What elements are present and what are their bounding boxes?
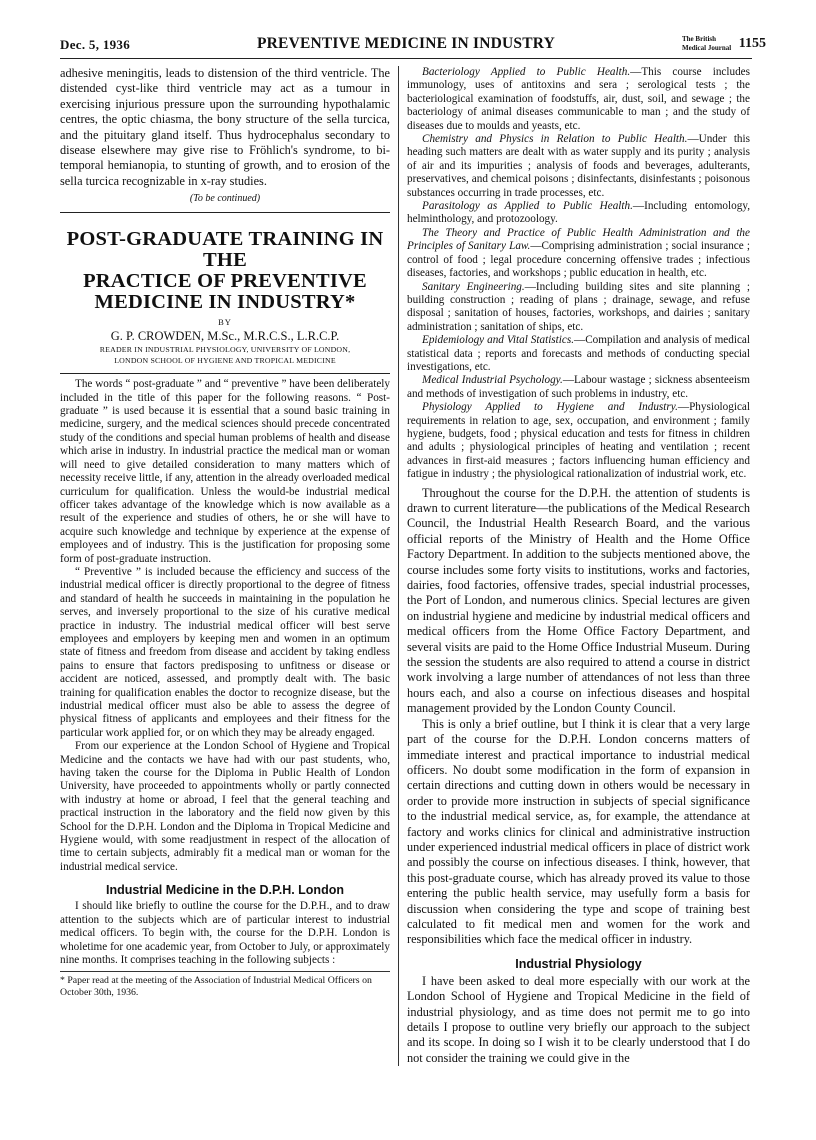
running-header bbox=[60, 34, 766, 59]
subject-text: —Physiological requirements in relation to age, sex, occupation, and environment ; family hygiene, budgets, food ; physical education and tests for fitness in children and adults ; physiological principles of heating and ventilation ; recent advances in first-aid measures ; factors influencing human efficiency and fatigue in industry ; the physiological rationalization of industrial work, etc. bbox=[407, 401, 750, 481]
running-title: PREVENTIVE MEDICINE IN INDUSTRY bbox=[256, 35, 556, 52]
subject-item bbox=[407, 334, 750, 374]
subjects-list bbox=[407, 66, 750, 482]
subject-title: Parasitology as Applied to Public Health. bbox=[422, 200, 633, 213]
subject-item bbox=[407, 374, 750, 401]
byline-separator bbox=[60, 373, 390, 374]
article-title-line1: POST-GRADUATE TRAINING IN THE bbox=[66, 228, 384, 272]
subject-text: —Including entomology, helminthology, and protozoology. bbox=[407, 200, 750, 226]
subject-title: The Theory and Practice of Public Health Administration and the Principles of Sanitary Law. bbox=[407, 226, 750, 253]
affiliation-line1: READER IN INDUSTRIAL PHYSIOLOGY, UNIVERSITY OF LONDON, bbox=[99, 345, 351, 355]
subject-text: —This course includes immunology, uses of antitoxins and sera ; serological tests ; the bacteriological examination of foodstuffs, air, dust, soil, and sewage ; the bacteriology of animal diseases communicable to man ; and the study of diseases due to moulds and yeasts, etc. bbox=[407, 66, 751, 132]
affiliation-line2: LONDON SCHOOL OF HYGIENE AND TROPICAL MEDICINE bbox=[114, 355, 336, 365]
page-number: 1155 bbox=[738, 36, 766, 51]
subject-item bbox=[407, 200, 750, 227]
body-paragraph: The words “ post-graduate ” and “ preventive ” have been deliberately included in the title of this paper for the following reasons. “ Post-graduate ” is used because it is essential that a sound basic training in medicine, surgery, and the medical sciences should precede concentrated study of the conditions and special human problems of health and disease which arise in industry. In industrial practice the medical man or woman will need to give detailed consideration to many matters which of necessity receive little, if any, attention in the already overloaded medical curriculum for qualification. Unless the would-be industrial medical officer takes advantage of the knowledge which is now available as a result of the experience and studies of others, he or she will have to acquire such knowledge and technique by experience at the expense of employees and of industry. This is the justification for proposing some form of post-graduate instruction. bbox=[60, 378, 390, 565]
body-paragraph: I have been asked to deal more especially with our work at the London School of Hygiene and Tropical Medicine in the field of industrial physiology, and as time does not permit me to go into details I propose to outline very briefly our approach to the subject and its scope. In doing so I wish it to be clearly understood that I do not consider the training we could give in the bbox=[407, 973, 750, 1065]
article-title-line3: MEDICINE IN INDUSTRY* bbox=[94, 291, 356, 314]
issue-date: Dec. 5, 1936 bbox=[60, 37, 131, 52]
footnote: * Paper read at the meeting of the Association of Industrial Medical Officers on October 30th, 1936. bbox=[60, 971, 390, 999]
subject-text: —Compilation and analysis of medical statistical data ; reports and forecasts and methods of conducting special investigations, etc. bbox=[407, 334, 750, 373]
subject-text: —Labour wastage ; sickness absenteeism and methods of investigation of such problems in industry, etc. bbox=[407, 374, 750, 400]
prev-article-text: adhesive meningitis, leads to distension of the third ventricle. The distended cyst-like third ventricle may act as a tumour in exercising injurious pressure upon the surrounding hypothalamic centres, the optic chiasma, the bony structure of the sella turcica, and the pituitary gland itself. Thus hydrocephalus secondary to disease elsewhere may give rise to Fröhlich's syndrome, to bi-temporal hemianopia, to stunting of growth, and to erosion of the sella turcica recognizable in x-ray studies. bbox=[60, 66, 390, 188]
journal-name-line1: The British bbox=[682, 35, 717, 43]
article-title bbox=[60, 229, 390, 313]
subject-item bbox=[407, 401, 750, 481]
subject-item bbox=[407, 227, 750, 281]
subject-title: Sanitary Engineering. bbox=[422, 280, 525, 293]
body-paragraph: I should like briefly to outline the course for the D.P.H., and to draw attention to the subjects which are of particular interest to industrial medical officers. To begin with, the course for the D.P.H. London is wholetime for one academic year, from October to July, or approximately nine months. It comprises teaching in the following subjects : bbox=[60, 900, 390, 966]
subject-title: Medical Industrial Psychology. bbox=[422, 374, 563, 387]
subject-title: Chemistry and Physics in Relation to Public Health. bbox=[422, 133, 688, 146]
journal-name-line2: Medical Journal bbox=[682, 43, 732, 52]
author-name: G. P. CROWDEN, M.Sc., M.R.C.S., L.R.C.P. bbox=[110, 329, 340, 344]
column-divider bbox=[398, 66, 399, 1066]
article-title-line2: PRACTICE OF PREVENTIVE bbox=[83, 270, 367, 293]
subject-title: Bacteriology Applied to Public Health. bbox=[422, 66, 631, 78]
right-column bbox=[407, 66, 750, 1100]
body-paragraph: Throughout the course for the D.P.H. the attention of students is drawn to current literature—the publications of the Medical Research Council, the Industrial Health Research Board, and the various official reports of the Ministry of Health and the Home Office Factory Department. In addition to the subjects mentioned above, the course includes some forty visits to institutions, works and factories, dairies, food factories, offensive trades, special industrial processes, the Port of London, and numerous clinics. Special lectures are given on industrial hygiene and medicine by industrial medical officers and medical officers from the Home Office Factory Department, and several visits are paid to the Home Office Industrial Museum. During the session the students are also required to attend a course in district work involving a large number of attendances of not less than three hours each, and also a course on infectious diseases and hospital management provided by the London County Council. bbox=[407, 485, 750, 716]
subject-text: —Under this heading such matters are dealt with as water supply and its purity ; analysis of air and its impurities ; analysis of foods and beverages, adulterants, preservatives, and chemical poisons ; disinfectants, disinfestants ; poisonous substances occurring in trade processes, etc. bbox=[407, 133, 750, 199]
body-paragraph: “ Preventive ” is included because the efficiency and success of the industrial medical officer is directly proportional to the degree of fitness and standard of health he succeeds in maintaining in the population he serves, and inversely proportional to the size of his curative medical practice in industry. The industrial medical officer will best serve employees and employers by keeping men and women in an optimum state of fitness and freedom from disease and accident by taking endless pains to ensure that factors predisposing to unfitness or disease or accident are noticed, assessed, and promptly dealt with. The basic training for qualification enables the doctor to recognize disease, but the industrial medical officer must also be able to assess the degree of physical fitness of applicants and employees and their fitness for the particular work applied for, or on which they may be already engaged. bbox=[60, 565, 390, 739]
author-affiliation bbox=[60, 345, 390, 366]
article-separator bbox=[60, 212, 390, 213]
subject-item bbox=[407, 281, 750, 335]
section-heading: Industrial Medicine in the D.P.H. London bbox=[106, 883, 344, 898]
subject-title: Physiology Applied to Hygiene and Industry. bbox=[422, 401, 678, 414]
section-heading: Industrial Physiology bbox=[515, 956, 642, 971]
body-paragraph: From our experience at the London School of Hygiene and Tropical Medicine and the contacts we have had with our past students, who, having taken the course for the Diploma in Public Health of London University, have proceeded to appointments wholly or partly connected with industry at home or abroad, I feel that the general teaching and practical instruction in the laboratory and the field now given by this School for the D.P.H. London and the Diploma in Tropical Medicine and Hygiene would, with some readjustment in respect of the allocation of time to certain subjects, admirably fit a medical man or woman for the industrial medical service. bbox=[60, 740, 390, 873]
subject-text: —Comprising administration ; social insurance ; control of food ; legal procedure concerning offensive trades ; infectious diseases, factories, and workshops ; public education in health, etc. bbox=[407, 240, 751, 280]
subject-item bbox=[407, 133, 750, 200]
left-column bbox=[60, 66, 390, 1100]
body-paragraph: This is only a brief outline, but I think it is clear that a very large part of the course for the D.P.H. London concerns matters of immediate interest and practical importance to industrial medical officers. No doubt some modification in the form of expansion in certain directions and cutting down in others would be necessary in order to provide more instruction in subjects of special significance to the industrial medical service, as, for example, the attendance at factory and works clinics for clinical and administrative instruction under experienced industrial medical officers in place of district work and possibly the course on infectious diseases. I think, however, that this post-graduate course, which has already proved its value to those entering the public health service, may usefully form a basis for discussion when considering the type and scope of training best calculated to fit medical men and women for the work and responsibilities which face the medical officer in industry. bbox=[407, 716, 750, 947]
subject-item bbox=[407, 66, 750, 133]
byline-by: BY bbox=[218, 317, 232, 328]
subject-title: Epidemiology and Vital Statistics. bbox=[422, 334, 574, 347]
continued-note: (To be continued) bbox=[189, 193, 261, 205]
subject-text: —Including building sites and site planning ; building construction ; reading of plans ; drainage, sewage, and refuse disposal ; sanitation of houses, factories, workshops, and dairies ; sanitary administration ; sanitation of ships, etc. bbox=[407, 280, 750, 333]
journal-name bbox=[682, 35, 734, 52]
